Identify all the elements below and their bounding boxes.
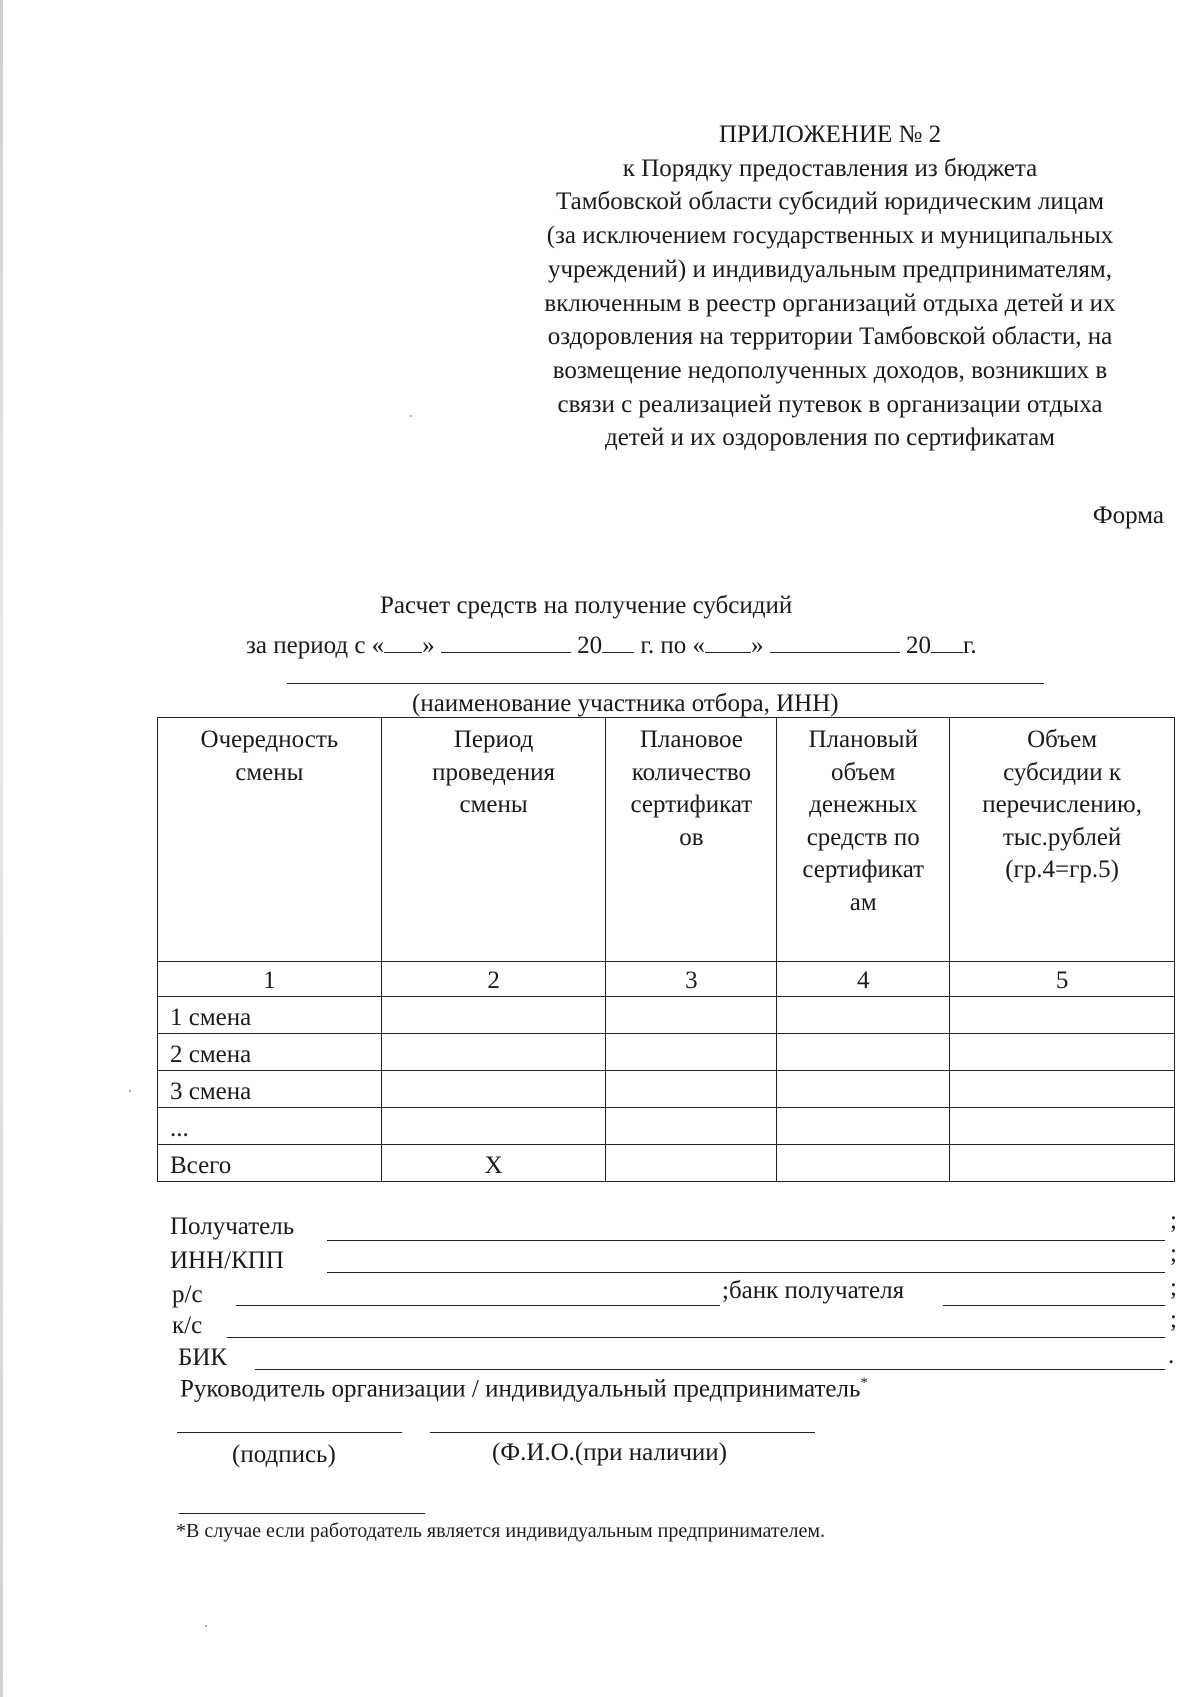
column-number: 5 bbox=[950, 962, 1175, 997]
semicolon: ; bbox=[1170, 1240, 1177, 1267]
inn-kpp-label: ИНН/КПП bbox=[170, 1247, 284, 1274]
table-cell[interactable] bbox=[606, 1034, 777, 1071]
table-cell[interactable] bbox=[950, 997, 1175, 1034]
table-header-row bbox=[158, 718, 1175, 962]
appendix-line: к Порядку предоставления из бюджета bbox=[622, 154, 1038, 182]
header-cell: Период проведения смены bbox=[381, 718, 606, 962]
shift-label: ... bbox=[158, 1108, 382, 1145]
semicolon: ; bbox=[1170, 1207, 1177, 1234]
table-cell[interactable] bbox=[777, 1034, 950, 1071]
bik-field[interactable] bbox=[255, 1369, 1165, 1370]
semicolon: ; bbox=[1170, 1274, 1177, 1301]
header-cell: Плановое количество сертификат ов bbox=[606, 718, 777, 962]
ks-field[interactable] bbox=[227, 1337, 1165, 1338]
table-cell[interactable] bbox=[606, 1071, 777, 1108]
appendix-line: оздоровления на территории Тамбовской области, на bbox=[547, 323, 1113, 351]
appendix-line: Тамбовской области субсидий юридическим лицам bbox=[555, 188, 1104, 216]
footnote-marker: * bbox=[860, 1375, 868, 1391]
shift-label: 3 смена bbox=[158, 1071, 382, 1108]
signature-field[interactable] bbox=[177, 1432, 402, 1433]
table-cell[interactable] bbox=[777, 997, 950, 1034]
shift-label: 2 смена bbox=[158, 1034, 382, 1071]
table-cell[interactable] bbox=[381, 1108, 606, 1145]
period-to-month-field[interactable] bbox=[770, 632, 900, 653]
fio-caption: (Ф.И.О.(при наличии) bbox=[492, 1439, 727, 1466]
column-number-row bbox=[158, 962, 1175, 997]
period-year-prefix: 20 bbox=[906, 632, 931, 659]
table-cell[interactable] bbox=[950, 1108, 1175, 1145]
table-row bbox=[158, 1108, 1175, 1145]
participant-name-caption: (наименование участника отбора, ИНН) bbox=[412, 690, 839, 717]
document-title: Расчет средств на получение субсидий bbox=[380, 592, 793, 619]
calculation-table bbox=[157, 717, 1175, 1182]
semicolon: ; bbox=[1170, 1306, 1177, 1333]
period-mid: г. по « bbox=[640, 632, 705, 659]
scan-edge bbox=[0, 0, 3, 1697]
bank-label: ;банк получателя bbox=[722, 1277, 905, 1304]
table-cell[interactable] bbox=[606, 1108, 777, 1145]
footnote-divider bbox=[179, 1513, 425, 1514]
header-cell: Очередность смены bbox=[158, 718, 382, 962]
table-cell[interactable] bbox=[777, 1145, 950, 1182]
table-cell[interactable] bbox=[381, 1034, 606, 1071]
rs-label: р/с bbox=[172, 1281, 203, 1308]
table-cell[interactable] bbox=[381, 1071, 606, 1108]
table-cell[interactable] bbox=[606, 1145, 777, 1182]
signature-caption: (подпись) bbox=[232, 1441, 336, 1468]
table-cell[interactable] bbox=[381, 997, 606, 1034]
appendix-line: связи с реализацией путевок в организации отдыха bbox=[557, 390, 1103, 418]
appendix-line: возмещение недополученных доходов, возникших в bbox=[552, 356, 1108, 384]
shift-label: 1 смена bbox=[158, 997, 382, 1034]
period-to-year-field[interactable] bbox=[931, 632, 963, 653]
bank-field[interactable] bbox=[943, 1305, 1165, 1306]
total-label: Всего bbox=[158, 1145, 382, 1182]
scan-speck bbox=[205, 1625, 207, 1627]
period-quote: » bbox=[422, 632, 435, 659]
table-row bbox=[158, 997, 1175, 1034]
period-mark: . bbox=[1168, 1342, 1175, 1369]
appendix-line: включенным в реестр организаций отдыха детей и их bbox=[544, 289, 1116, 317]
period-line bbox=[246, 632, 977, 660]
scan-speck bbox=[410, 415, 412, 417]
footnote-text: *В случае если работодатель является индивидуальным предпринимателем. bbox=[176, 1520, 825, 1542]
appendix-line: учреждений) и индивидуальным предпринимателям, bbox=[547, 255, 1112, 283]
scan-speck bbox=[129, 1090, 131, 1092]
bik-label: БИК bbox=[178, 1344, 228, 1371]
period-from-year-field[interactable] bbox=[602, 632, 634, 653]
header-cell: Объем субсидии к перечислению, тыс.рублей (гр.4=гр.5) bbox=[950, 718, 1175, 962]
table-cell[interactable] bbox=[950, 1034, 1175, 1071]
table-cell[interactable] bbox=[777, 1071, 950, 1108]
period-suffix: г. bbox=[963, 632, 977, 659]
table-cell[interactable] bbox=[777, 1108, 950, 1145]
recipient-field[interactable] bbox=[327, 1240, 1165, 1241]
period-from-day-field[interactable] bbox=[384, 632, 422, 653]
appendix-line: детей и их оздоровления по сертификатам bbox=[605, 424, 1055, 452]
table-cell[interactable] bbox=[606, 997, 777, 1034]
column-number: 1 bbox=[158, 962, 382, 997]
header-cell: Плановый объем денежных средств по сертификат ам bbox=[777, 718, 950, 962]
period-prefix: за период с « bbox=[246, 632, 385, 659]
table-total-row bbox=[158, 1145, 1175, 1182]
table-cell[interactable] bbox=[950, 1071, 1175, 1108]
column-number: 3 bbox=[606, 962, 777, 997]
appendix-block bbox=[470, 118, 1190, 455]
column-number: 2 bbox=[381, 962, 606, 997]
table-cell[interactable] bbox=[950, 1145, 1175, 1182]
appendix-heading: ПРИЛОЖЕНИЕ № 2 bbox=[718, 121, 942, 148]
column-number: 4 bbox=[777, 962, 950, 997]
form-label: Форма bbox=[1092, 502, 1164, 529]
recipient-label: Получатель bbox=[170, 1213, 295, 1240]
period-quote: » bbox=[751, 632, 764, 659]
inn-kpp-field[interactable] bbox=[327, 1272, 1165, 1273]
total-cell-x: Х bbox=[381, 1145, 606, 1182]
fio-field[interactable] bbox=[430, 1432, 815, 1433]
period-year-prefix: 20 bbox=[577, 632, 603, 659]
table-row bbox=[158, 1071, 1175, 1108]
period-to-day-field[interactable] bbox=[705, 632, 751, 653]
table-row bbox=[158, 1034, 1175, 1071]
period-from-month-field[interactable] bbox=[441, 632, 571, 653]
head-label: Руководитель организации / индивидуальный предприниматель* bbox=[180, 1375, 868, 1403]
ks-label: к/с bbox=[172, 1312, 203, 1339]
appendix-line: (за исключением государственных и муниципальных bbox=[546, 222, 1114, 250]
rs-field[interactable] bbox=[236, 1305, 720, 1306]
participant-name-field[interactable] bbox=[287, 683, 1044, 684]
